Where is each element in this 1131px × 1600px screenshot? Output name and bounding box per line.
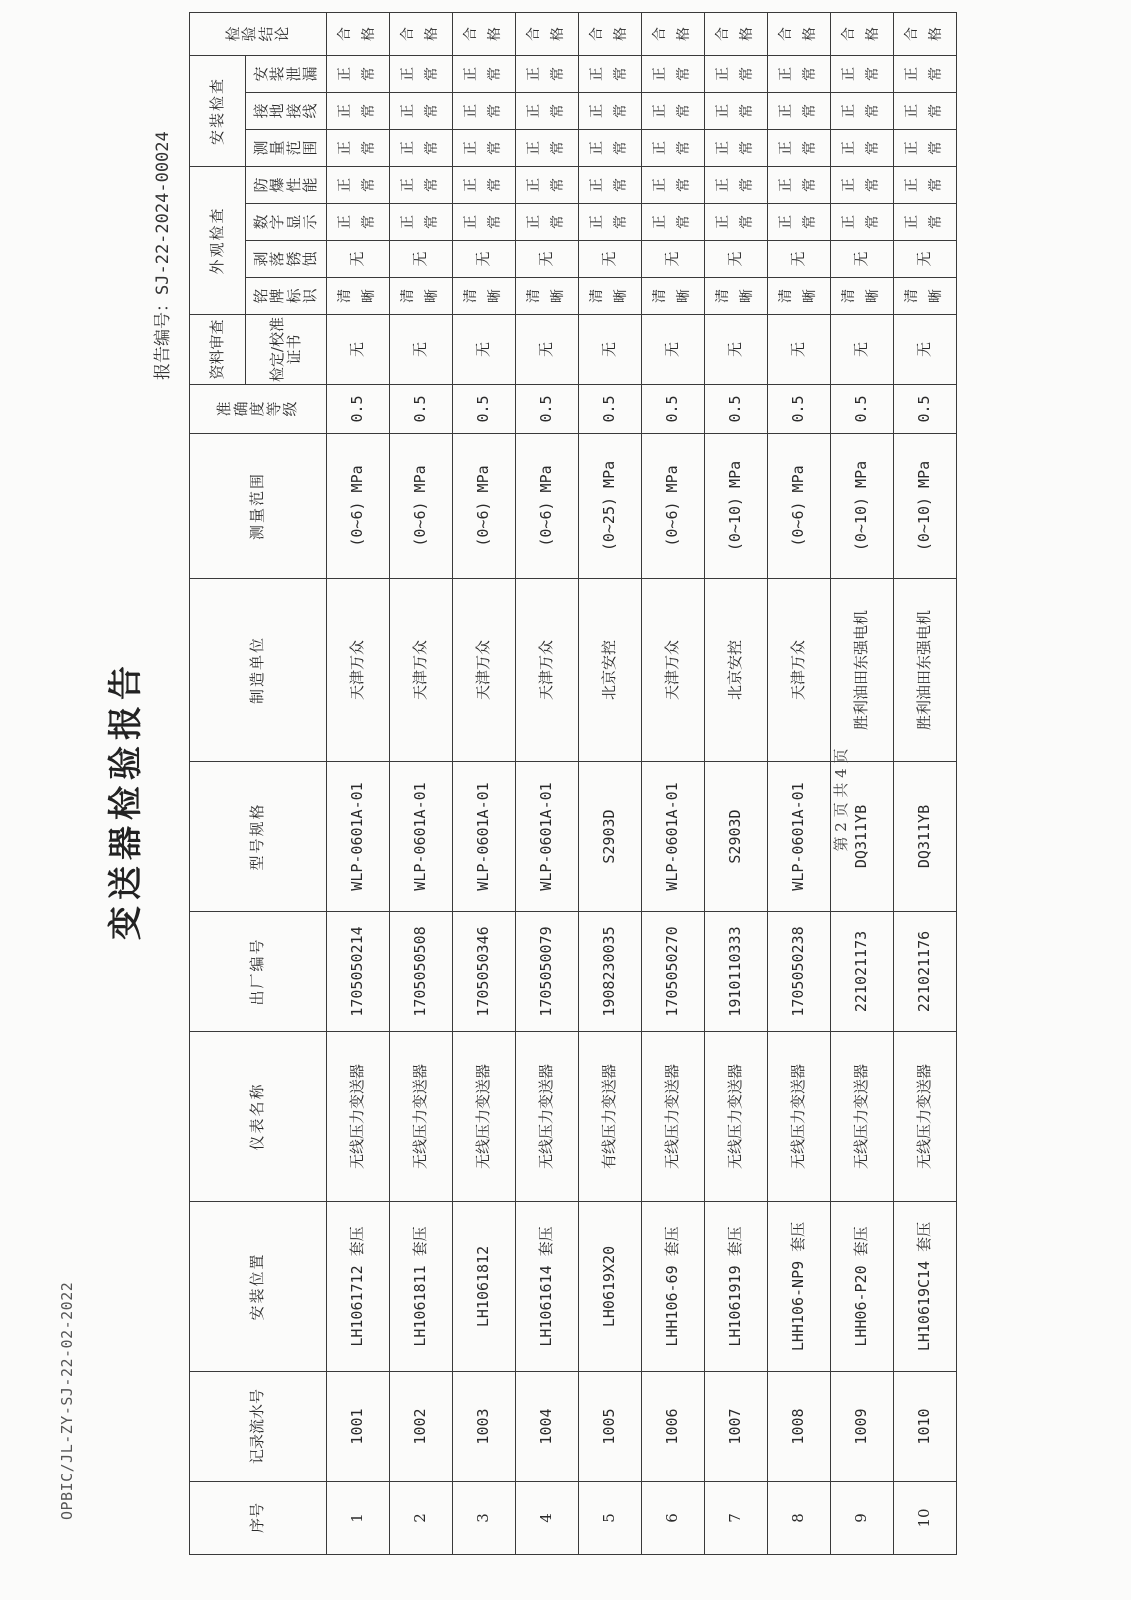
cell-model: DQ311YB [894, 762, 957, 912]
cell-name: 有线压力变送器 [579, 1032, 642, 1202]
cell-name: 无线压力变送器 [894, 1032, 957, 1202]
cell-inst-ground: 正常 [642, 92, 705, 129]
page-footer: 第 2 页 共 4 页 [832, 748, 850, 852]
cell-inst-ground: 正常 [453, 92, 516, 129]
cell-nameplate: 清晰 [768, 278, 831, 315]
cell-conclusion: 合格 [894, 12, 957, 55]
cell-record: 1004 [516, 1372, 579, 1482]
cell-conclusion: 合格 [705, 12, 768, 55]
cell-peel: 无 [579, 241, 642, 278]
cell-name: 无线压力变送器 [768, 1032, 831, 1202]
cell-digit: 正常 [327, 204, 390, 241]
cell-nameplate: 清晰 [390, 278, 453, 315]
header-maker: 制造单位 [190, 579, 327, 762]
cell-peel: 无 [831, 241, 894, 278]
cell-conclusion: 合格 [768, 12, 831, 55]
cell-explosion: 正常 [642, 166, 705, 203]
header-ext-group: 外观检查 [190, 166, 246, 314]
table-row [705, 12, 768, 1554]
cell-explosion: 正常 [327, 166, 390, 203]
cell-conclusion: 合格 [516, 12, 579, 55]
header-doc-group: 资料审查 [190, 315, 246, 385]
table-row [390, 12, 453, 1554]
header-conclusion: 检验结论 [190, 12, 327, 55]
cell-accuracy: 0.5 [894, 385, 957, 434]
header-ext-explosion: 防爆性能 [246, 166, 327, 203]
cell-maker: 胜利油田东强电机 [894, 579, 957, 762]
table-row [768, 12, 831, 1554]
cell-name: 无线压力变送器 [327, 1032, 390, 1202]
cell-maker: 天津万众 [390, 579, 453, 762]
cell-nameplate: 清晰 [831, 278, 894, 315]
cell-serial: 1705050079 [516, 912, 579, 1032]
cell-inst-range: 正常 [516, 129, 579, 166]
cell-explosion: 正常 [768, 166, 831, 203]
table-row [453, 12, 516, 1554]
cell-inst-ground: 正常 [390, 92, 453, 129]
cell-cert: 无 [390, 315, 453, 385]
cell-model: S2903D [705, 762, 768, 912]
header-name: 仪表名称 [190, 1032, 327, 1202]
cell-peel: 无 [516, 241, 579, 278]
cell-accuracy: 0.5 [579, 385, 642, 434]
header-inst-ground: 接地接线 [246, 92, 327, 129]
cell-model: WLP-0601A-01 [768, 762, 831, 912]
cell-inst-leak: 正常 [390, 55, 453, 92]
cell-serial: 1705050270 [642, 912, 705, 1032]
cell-cert: 无 [579, 315, 642, 385]
cell-name: 无线压力变送器 [453, 1032, 516, 1202]
header-model: 型号规格 [190, 762, 327, 912]
cell-cert: 无 [327, 315, 390, 385]
cell-peel: 无 [768, 241, 831, 278]
header-serial: 出厂编号 [190, 912, 327, 1032]
cell-peel: 无 [705, 241, 768, 278]
cell-range: (0~6) MPa [768, 434, 831, 579]
cell-accuracy: 0.5 [327, 385, 390, 434]
cell-seq: 4 [516, 1482, 579, 1555]
cell-maker: 天津万众 [642, 579, 705, 762]
cell-name: 无线压力变送器 [705, 1032, 768, 1202]
cell-serial: 1910110333 [705, 912, 768, 1032]
cell-name: 无线压力变送器 [516, 1032, 579, 1202]
cell-accuracy: 0.5 [768, 385, 831, 434]
cell-range: (0~25) MPa [579, 434, 642, 579]
cell-model: DQ311YB [831, 762, 894, 912]
cell-inst-range: 正常 [894, 129, 957, 166]
cell-serial: 1705050238 [768, 912, 831, 1032]
page-title: 变送器检验报告 [106, 660, 146, 940]
cell-location: LHH106-69 套压 [642, 1202, 705, 1372]
cell-digit: 正常 [705, 204, 768, 241]
table-row [516, 12, 579, 1554]
cell-digit: 正常 [642, 204, 705, 241]
cell-record: 1009 [831, 1372, 894, 1482]
cell-digit: 正常 [894, 204, 957, 241]
cell-record: 1006 [642, 1372, 705, 1482]
cell-inst-leak: 正常 [579, 55, 642, 92]
cell-explosion: 正常 [894, 166, 957, 203]
cell-cert: 无 [831, 315, 894, 385]
cell-inst-ground: 正常 [579, 92, 642, 129]
cell-explosion: 正常 [390, 166, 453, 203]
cell-record: 1007 [705, 1372, 768, 1482]
header-ext-nameplate: 铭牌标识 [246, 278, 327, 315]
cell-location: LH10619C14 套压 [894, 1202, 957, 1372]
cell-inst-leak: 正常 [327, 55, 390, 92]
cell-name: 无线压力变送器 [390, 1032, 453, 1202]
cell-seq: 7 [705, 1482, 768, 1555]
cell-seq: 2 [390, 1482, 453, 1555]
cell-digit: 正常 [768, 204, 831, 241]
cell-model: WLP-0601A-01 [642, 762, 705, 912]
cell-model: WLP-0601A-01 [327, 762, 390, 912]
cell-range: (0~6) MPa [390, 434, 453, 579]
cell-accuracy: 0.5 [516, 385, 579, 434]
cell-nameplate: 清晰 [579, 278, 642, 315]
cell-cert: 无 [453, 315, 516, 385]
cell-peel: 无 [390, 241, 453, 278]
cell-nameplate: 清晰 [453, 278, 516, 315]
cell-location: LH1061812 [453, 1202, 516, 1372]
cell-seq: 10 [894, 1482, 957, 1555]
cell-inst-ground: 正常 [831, 92, 894, 129]
cell-accuracy: 0.5 [831, 385, 894, 434]
cell-conclusion: 合格 [831, 12, 894, 55]
table-body [327, 12, 957, 1554]
header-doc-cert: 检定/校准证书 [246, 315, 327, 385]
cell-range: (0~6) MPa [453, 434, 516, 579]
cell-nameplate: 清晰 [642, 278, 705, 315]
cell-conclusion: 合格 [453, 12, 516, 55]
cell-maker: 天津万众 [327, 579, 390, 762]
table-row [327, 12, 390, 1554]
cell-conclusion: 合格 [327, 12, 390, 55]
cell-cert: 无 [705, 315, 768, 385]
cell-record: 1003 [453, 1372, 516, 1482]
cell-inst-leak: 正常 [516, 55, 579, 92]
cell-inst-leak: 正常 [642, 55, 705, 92]
cell-digit: 正常 [453, 204, 516, 241]
cell-record: 1002 [390, 1372, 453, 1482]
header-seq: 序号 [190, 1482, 327, 1555]
cell-serial: 221021173 [831, 912, 894, 1032]
cell-explosion: 正常 [579, 166, 642, 203]
cell-range: (0~10) MPa [894, 434, 957, 579]
report-number: 报告编号：SJ-22-2024-00024 [153, 131, 173, 380]
cell-inst-ground: 正常 [768, 92, 831, 129]
cell-digit: 正常 [516, 204, 579, 241]
cell-cert: 无 [768, 315, 831, 385]
cell-seq: 5 [579, 1482, 642, 1555]
cell-model: WLP-0601A-01 [516, 762, 579, 912]
cell-inst-leak: 正常 [894, 55, 957, 92]
cell-model: S2903D [579, 762, 642, 912]
cell-cert: 无 [642, 315, 705, 385]
form-code: OPBIC/JL-ZY-SJ-22-02-2022 [58, 1281, 76, 1520]
cell-seq: 6 [642, 1482, 705, 1555]
table-row [642, 12, 705, 1554]
cell-inst-range: 正常 [390, 129, 453, 166]
cell-digit: 正常 [390, 204, 453, 241]
cell-accuracy: 0.5 [705, 385, 768, 434]
cell-maker: 北京安控 [579, 579, 642, 762]
cell-serial: 1705050508 [390, 912, 453, 1032]
cell-accuracy: 0.5 [642, 385, 705, 434]
header-record: 记录流水号 [190, 1372, 327, 1482]
cell-peel: 无 [642, 241, 705, 278]
cell-location: LHH106-NP9 套压 [768, 1202, 831, 1372]
cell-peel: 无 [453, 241, 516, 278]
cell-digit: 正常 [579, 204, 642, 241]
cell-serial: 1908230035 [579, 912, 642, 1032]
cell-range: (0~10) MPa [705, 434, 768, 579]
cell-accuracy: 0.5 [453, 385, 516, 434]
cell-record: 1005 [579, 1372, 642, 1482]
cell-name: 无线压力变送器 [642, 1032, 705, 1202]
cell-explosion: 正常 [516, 166, 579, 203]
cell-inst-range: 正常 [579, 129, 642, 166]
cell-location: LH1061811 套压 [390, 1202, 453, 1372]
cell-maker: 天津万众 [516, 579, 579, 762]
cell-nameplate: 清晰 [516, 278, 579, 315]
table-row [894, 12, 957, 1554]
cell-record: 1010 [894, 1372, 957, 1482]
cell-conclusion: 合格 [642, 12, 705, 55]
cell-inst-leak: 正常 [705, 55, 768, 92]
cell-inst-range: 正常 [705, 129, 768, 166]
cell-location: LHH06-P20 套压 [831, 1202, 894, 1372]
cell-conclusion: 合格 [390, 12, 453, 55]
header-inst-leak: 安装泄漏 [246, 55, 327, 92]
cell-inst-range: 正常 [327, 129, 390, 166]
cell-record: 1008 [768, 1372, 831, 1482]
cell-range: (0~6) MPa [516, 434, 579, 579]
header-accuracy: 准确度等级 [190, 385, 327, 434]
cell-inst-leak: 正常 [768, 55, 831, 92]
cell-peel: 无 [894, 241, 957, 278]
header-ext-peel: 剥落锈蚀 [246, 241, 327, 278]
cell-inst-ground: 正常 [705, 92, 768, 129]
cell-range: (0~6) MPa [642, 434, 705, 579]
cell-peel: 无 [327, 241, 390, 278]
cell-location: LH0619X20 [579, 1202, 642, 1372]
cell-model: WLP-0601A-01 [453, 762, 516, 912]
cell-nameplate: 清晰 [894, 278, 957, 315]
cell-model: WLP-0601A-01 [390, 762, 453, 912]
cell-inst-leak: 正常 [453, 55, 516, 92]
cell-inst-range: 正常 [453, 129, 516, 166]
cell-serial: 1705050214 [327, 912, 390, 1032]
cell-maker: 胜利油田东强电机 [831, 579, 894, 762]
cell-inst-range: 正常 [642, 129, 705, 166]
header-inst-group: 安装检查 [190, 55, 246, 166]
header-ext-digit: 数字显示 [246, 204, 327, 241]
cell-cert: 无 [516, 315, 579, 385]
cell-conclusion: 合格 [579, 12, 642, 55]
cell-inst-leak: 正常 [831, 55, 894, 92]
cell-seq: 3 [453, 1482, 516, 1555]
cell-maker: 天津万众 [453, 579, 516, 762]
cell-inst-ground: 正常 [327, 92, 390, 129]
cell-cert: 无 [894, 315, 957, 385]
cell-serial: 1705050346 [453, 912, 516, 1032]
cell-inst-ground: 正常 [894, 92, 957, 129]
cell-location: LH1061614 套压 [516, 1202, 579, 1372]
cell-explosion: 正常 [705, 166, 768, 203]
cell-nameplate: 清晰 [327, 278, 390, 315]
cell-seq: 1 [327, 1482, 390, 1555]
header-range: 测量范围 [190, 434, 327, 579]
cell-name: 无线压力变送器 [831, 1032, 894, 1202]
cell-maker: 北京安控 [705, 579, 768, 762]
cell-inst-range: 正常 [768, 129, 831, 166]
cell-location: LH1061919 套压 [705, 1202, 768, 1372]
cell-inst-range: 正常 [831, 129, 894, 166]
cell-nameplate: 清晰 [705, 278, 768, 315]
cell-accuracy: 0.5 [390, 385, 453, 434]
header-inst-range: 测量范围 [246, 129, 327, 166]
cell-range: (0~6) MPa [327, 434, 390, 579]
cell-maker: 天津万众 [768, 579, 831, 762]
cell-record: 1001 [327, 1372, 390, 1482]
cell-location: LH1061712 套压 [327, 1202, 390, 1372]
cell-digit: 正常 [831, 204, 894, 241]
cell-explosion: 正常 [831, 166, 894, 203]
cell-serial: 221021176 [894, 912, 957, 1032]
cell-range: (0~10) MPa [831, 434, 894, 579]
cell-seq: 8 [768, 1482, 831, 1555]
cell-seq: 9 [831, 1482, 894, 1555]
header-location: 安装位置 [190, 1202, 327, 1372]
cell-inst-ground: 正常 [516, 92, 579, 129]
cell-explosion: 正常 [453, 166, 516, 203]
table-row [579, 12, 642, 1554]
